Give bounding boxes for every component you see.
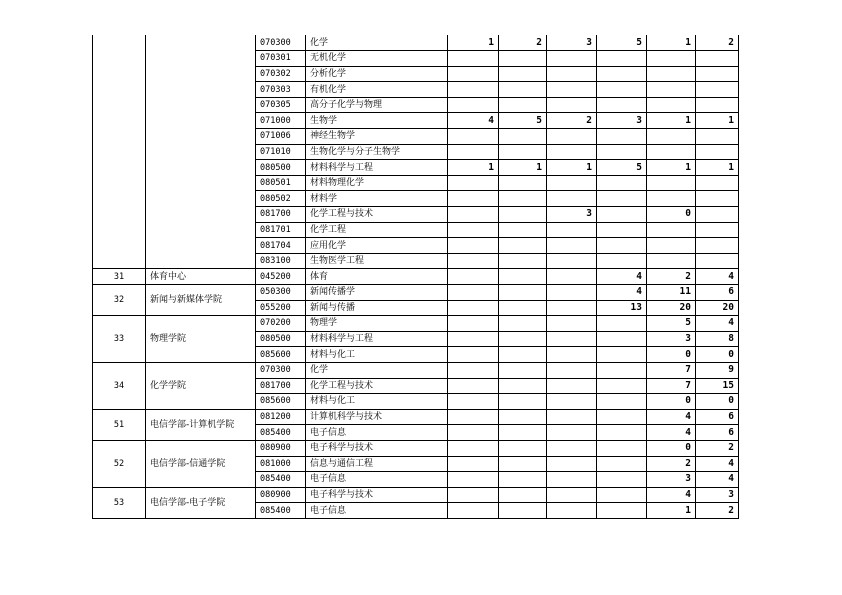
value-cell <box>547 144 597 160</box>
value-cell <box>696 191 739 207</box>
value-cell <box>499 97 547 113</box>
value-cell <box>448 472 499 488</box>
value-cell: 1 <box>547 160 597 176</box>
value-cell: 1 <box>647 503 696 519</box>
value-cell <box>597 362 647 378</box>
value-cell <box>547 97 597 113</box>
major-code-cell: 071000 <box>256 113 306 129</box>
value-cell <box>597 409 647 425</box>
value-cell <box>547 487 597 503</box>
value-cell <box>696 51 739 67</box>
value-cell <box>448 440 499 456</box>
unit-number-cell: 31 <box>93 269 146 285</box>
value-cell <box>499 409 547 425</box>
value-cell <box>597 331 647 347</box>
value-cell <box>597 253 647 269</box>
unit-name-cell: 体育中心 <box>146 269 256 285</box>
value-cell <box>547 51 597 67</box>
value-cell <box>499 456 547 472</box>
value-cell <box>499 300 547 316</box>
value-cell: 4 <box>696 269 739 285</box>
major-name-cell: 新闻与传播 <box>306 300 448 316</box>
value-cell: 4 <box>448 113 499 129</box>
value-cell <box>547 222 597 238</box>
value-cell <box>647 175 696 191</box>
major-name-cell: 神经生物学 <box>306 129 448 145</box>
major-code-cell: 070300 <box>256 362 306 378</box>
value-cell <box>597 394 647 410</box>
table-row <box>93 285 739 301</box>
value-cell <box>696 129 739 145</box>
value-cell <box>547 82 597 98</box>
value-cell: 4 <box>647 409 696 425</box>
value-cell <box>448 191 499 207</box>
value-cell <box>647 129 696 145</box>
value-cell: 0 <box>647 207 696 223</box>
value-cell <box>448 503 499 519</box>
value-cell <box>597 82 647 98</box>
value-cell <box>647 144 696 160</box>
value-cell: 0 <box>647 347 696 363</box>
value-cell <box>597 144 647 160</box>
major-code-cell: 085600 <box>256 347 306 363</box>
major-code-cell: 071010 <box>256 144 306 160</box>
major-name-cell: 物理学 <box>306 316 448 332</box>
value-cell: 0 <box>696 394 739 410</box>
major-name-cell: 应用化学 <box>306 238 448 254</box>
value-cell: 3 <box>547 207 597 223</box>
value-cell: 0 <box>647 440 696 456</box>
major-name-cell: 有机化学 <box>306 82 448 98</box>
major-code-cell: 080500 <box>256 331 306 347</box>
value-cell: 5 <box>499 113 547 129</box>
value-cell: 1 <box>448 35 499 51</box>
unit-name-cell: 化学学院 <box>146 362 256 409</box>
major-code-cell: 085400 <box>256 425 306 441</box>
value-cell <box>547 300 597 316</box>
value-cell: 2 <box>647 269 696 285</box>
value-cell <box>647 66 696 82</box>
value-cell <box>499 175 547 191</box>
value-cell <box>547 347 597 363</box>
value-cell <box>547 362 597 378</box>
major-code-cell: 081700 <box>256 207 306 223</box>
value-cell <box>547 253 597 269</box>
major-code-cell: 081700 <box>256 378 306 394</box>
value-cell: 1 <box>647 35 696 51</box>
value-cell: 3 <box>647 331 696 347</box>
value-cell <box>547 191 597 207</box>
unit-number-cell: 33 <box>93 316 146 363</box>
value-cell: 4 <box>647 425 696 441</box>
major-code-cell: 085400 <box>256 503 306 519</box>
value-cell <box>696 207 739 223</box>
value-cell <box>696 82 739 98</box>
value-cell: 1 <box>448 160 499 176</box>
value-cell: 8 <box>696 331 739 347</box>
value-cell <box>597 456 647 472</box>
value-cell <box>448 129 499 145</box>
value-cell <box>696 253 739 269</box>
value-cell <box>547 378 597 394</box>
value-cell <box>499 191 547 207</box>
value-cell: 4 <box>696 472 739 488</box>
value-cell <box>499 503 547 519</box>
value-cell: 2 <box>547 113 597 129</box>
unit-name-cell: 新闻与新媒体学院 <box>146 285 256 316</box>
major-name-cell: 生物医学工程 <box>306 253 448 269</box>
value-cell <box>647 97 696 113</box>
value-cell <box>696 66 739 82</box>
value-cell <box>448 487 499 503</box>
value-cell <box>647 222 696 238</box>
unit-name-cell: 电信学部-信通学院 <box>146 440 256 487</box>
value-cell <box>499 285 547 301</box>
value-cell <box>597 222 647 238</box>
value-cell <box>647 191 696 207</box>
major-code-cell: 080900 <box>256 440 306 456</box>
value-cell <box>696 222 739 238</box>
value-cell <box>448 144 499 160</box>
value-cell <box>499 144 547 160</box>
value-cell: 5 <box>597 35 647 51</box>
value-cell <box>448 347 499 363</box>
value-cell <box>647 238 696 254</box>
value-cell <box>696 144 739 160</box>
value-cell: 6 <box>696 285 739 301</box>
value-cell <box>597 425 647 441</box>
value-cell <box>448 378 499 394</box>
major-code-cell: 070302 <box>256 66 306 82</box>
value-cell: 6 <box>696 425 739 441</box>
value-cell <box>499 253 547 269</box>
value-cell <box>547 409 597 425</box>
value-cell: 3 <box>647 472 696 488</box>
value-cell <box>499 487 547 503</box>
major-name-cell: 化学 <box>306 35 448 51</box>
table-row <box>93 316 739 332</box>
unit-number-cell: 53 <box>93 487 146 518</box>
value-cell <box>647 51 696 67</box>
major-name-cell: 材料与化工 <box>306 394 448 410</box>
value-cell <box>547 472 597 488</box>
value-cell <box>547 269 597 285</box>
unit-name-cell: 电信学部-电子学院 <box>146 487 256 518</box>
value-cell <box>499 207 547 223</box>
table-body <box>93 35 739 518</box>
major-name-cell: 化学 <box>306 362 448 378</box>
table-row <box>93 362 739 378</box>
value-cell <box>448 51 499 67</box>
value-cell: 7 <box>647 362 696 378</box>
value-cell <box>597 66 647 82</box>
unit-name-cell: 电信学部-计算机学院 <box>146 409 256 440</box>
value-cell: 2 <box>696 440 739 456</box>
value-cell <box>448 331 499 347</box>
unit-number-cell: 52 <box>93 440 146 487</box>
major-code-cell: 070200 <box>256 316 306 332</box>
value-cell: 4 <box>597 285 647 301</box>
value-cell <box>448 456 499 472</box>
value-cell: 0 <box>696 347 739 363</box>
value-cell <box>448 238 499 254</box>
value-cell <box>547 66 597 82</box>
value-cell <box>499 472 547 488</box>
value-cell <box>499 269 547 285</box>
value-cell <box>499 51 547 67</box>
value-cell <box>448 82 499 98</box>
major-code-cell: 081701 <box>256 222 306 238</box>
major-name-cell: 材料科学与工程 <box>306 160 448 176</box>
value-cell <box>597 175 647 191</box>
major-name-cell: 电子信息 <box>306 425 448 441</box>
major-name-cell: 分析化学 <box>306 66 448 82</box>
value-cell <box>448 285 499 301</box>
major-code-cell: 083100 <box>256 253 306 269</box>
value-cell <box>547 456 597 472</box>
value-cell <box>499 66 547 82</box>
value-cell <box>597 503 647 519</box>
major-name-cell: 电子信息 <box>306 472 448 488</box>
value-cell <box>597 378 647 394</box>
major-name-cell: 电子科学与技术 <box>306 487 448 503</box>
value-cell <box>499 222 547 238</box>
table-row <box>93 409 739 425</box>
data-table <box>92 35 739 519</box>
major-name-cell: 材料物理化学 <box>306 175 448 191</box>
value-cell <box>547 440 597 456</box>
value-cell: 5 <box>647 316 696 332</box>
major-name-cell: 信息与通信工程 <box>306 456 448 472</box>
value-cell <box>647 253 696 269</box>
value-cell <box>448 300 499 316</box>
major-code-cell: 071006 <box>256 129 306 145</box>
value-cell <box>547 425 597 441</box>
major-name-cell: 无机化学 <box>306 51 448 67</box>
value-cell <box>597 472 647 488</box>
value-cell <box>547 503 597 519</box>
value-cell: 6 <box>696 409 739 425</box>
value-cell <box>547 238 597 254</box>
value-cell: 9 <box>696 362 739 378</box>
value-cell: 1 <box>647 113 696 129</box>
value-cell: 15 <box>696 378 739 394</box>
major-name-cell: 生物学 <box>306 113 448 129</box>
value-cell <box>499 440 547 456</box>
value-cell <box>448 175 499 191</box>
value-cell <box>547 175 597 191</box>
value-cell <box>696 175 739 191</box>
value-cell <box>448 425 499 441</box>
value-cell: 2 <box>647 456 696 472</box>
major-code-cell: 080500 <box>256 160 306 176</box>
value-cell <box>597 207 647 223</box>
value-cell <box>547 316 597 332</box>
value-cell <box>597 129 647 145</box>
major-code-cell: 070303 <box>256 82 306 98</box>
value-cell <box>499 362 547 378</box>
major-code-cell: 080900 <box>256 487 306 503</box>
value-cell <box>448 97 499 113</box>
major-code-cell: 070300 <box>256 35 306 51</box>
value-cell <box>597 316 647 332</box>
value-cell <box>597 440 647 456</box>
value-cell <box>647 82 696 98</box>
major-code-cell: 070301 <box>256 51 306 67</box>
value-cell: 4 <box>597 269 647 285</box>
value-cell <box>597 238 647 254</box>
value-cell <box>499 425 547 441</box>
table-row <box>93 487 739 503</box>
value-cell: 2 <box>696 503 739 519</box>
value-cell: 2 <box>499 35 547 51</box>
value-cell <box>499 316 547 332</box>
value-cell <box>448 409 499 425</box>
major-code-cell: 081000 <box>256 456 306 472</box>
value-cell: 20 <box>647 300 696 316</box>
value-cell <box>547 331 597 347</box>
value-cell <box>499 129 547 145</box>
value-cell: 11 <box>647 285 696 301</box>
major-name-cell: 体育 <box>306 269 448 285</box>
value-cell <box>597 347 647 363</box>
value-cell <box>597 191 647 207</box>
major-name-cell: 材料与化工 <box>306 347 448 363</box>
value-cell <box>499 347 547 363</box>
major-code-cell: 085600 <box>256 394 306 410</box>
value-cell: 3 <box>696 487 739 503</box>
major-code-cell: 080501 <box>256 175 306 191</box>
value-cell <box>597 487 647 503</box>
table-row <box>93 440 739 456</box>
value-cell: 1 <box>696 160 739 176</box>
major-name-cell: 高分子化学与物理 <box>306 97 448 113</box>
major-name-cell: 新闻传播学 <box>306 285 448 301</box>
value-cell <box>448 253 499 269</box>
value-cell: 4 <box>696 456 739 472</box>
unit-name-cell <box>146 35 256 269</box>
value-cell <box>696 238 739 254</box>
major-name-cell: 化学工程与技术 <box>306 207 448 223</box>
major-name-cell: 生物化学与分子生物学 <box>306 144 448 160</box>
table-row <box>93 35 739 51</box>
value-cell <box>499 238 547 254</box>
value-cell <box>499 331 547 347</box>
major-name-cell: 化学工程 <box>306 222 448 238</box>
value-cell: 1 <box>499 160 547 176</box>
major-name-cell: 材料学 <box>306 191 448 207</box>
value-cell <box>499 378 547 394</box>
value-cell <box>597 51 647 67</box>
value-cell: 1 <box>647 160 696 176</box>
major-code-cell: 080502 <box>256 191 306 207</box>
value-cell: 13 <box>597 300 647 316</box>
table-row <box>93 269 739 285</box>
major-name-cell: 电子科学与技术 <box>306 440 448 456</box>
value-cell: 4 <box>696 316 739 332</box>
value-cell: 1 <box>696 113 739 129</box>
unit-number-cell <box>93 35 146 269</box>
major-name-cell: 电子信息 <box>306 503 448 519</box>
value-cell: 3 <box>597 113 647 129</box>
major-code-cell: 085400 <box>256 472 306 488</box>
value-cell <box>448 207 499 223</box>
value-cell: 5 <box>597 160 647 176</box>
major-code-cell: 045200 <box>256 269 306 285</box>
unit-number-cell: 32 <box>93 285 146 316</box>
value-cell <box>597 97 647 113</box>
value-cell <box>547 129 597 145</box>
major-code-cell: 055200 <box>256 300 306 316</box>
value-cell <box>448 269 499 285</box>
value-cell <box>547 285 597 301</box>
value-cell: 2 <box>696 35 739 51</box>
major-name-cell: 材料科学与工程 <box>306 331 448 347</box>
major-name-cell: 化学工程与技术 <box>306 378 448 394</box>
unit-number-cell: 34 <box>93 362 146 409</box>
value-cell: 4 <box>647 487 696 503</box>
value-cell <box>499 82 547 98</box>
major-code-cell: 081704 <box>256 238 306 254</box>
value-cell <box>448 394 499 410</box>
value-cell: 7 <box>647 378 696 394</box>
unit-number-cell: 51 <box>93 409 146 440</box>
value-cell <box>448 222 499 238</box>
major-code-cell: 070305 <box>256 97 306 113</box>
major-code-cell: 081200 <box>256 409 306 425</box>
value-cell: 0 <box>647 394 696 410</box>
value-cell: 20 <box>696 300 739 316</box>
major-code-cell: 050300 <box>256 285 306 301</box>
value-cell <box>448 316 499 332</box>
unit-name-cell: 物理学院 <box>146 316 256 363</box>
major-name-cell: 计算机科学与技术 <box>306 409 448 425</box>
value-cell <box>547 394 597 410</box>
value-cell <box>448 362 499 378</box>
value-cell <box>499 394 547 410</box>
value-cell: 3 <box>547 35 597 51</box>
value-cell <box>696 97 739 113</box>
value-cell <box>448 66 499 82</box>
